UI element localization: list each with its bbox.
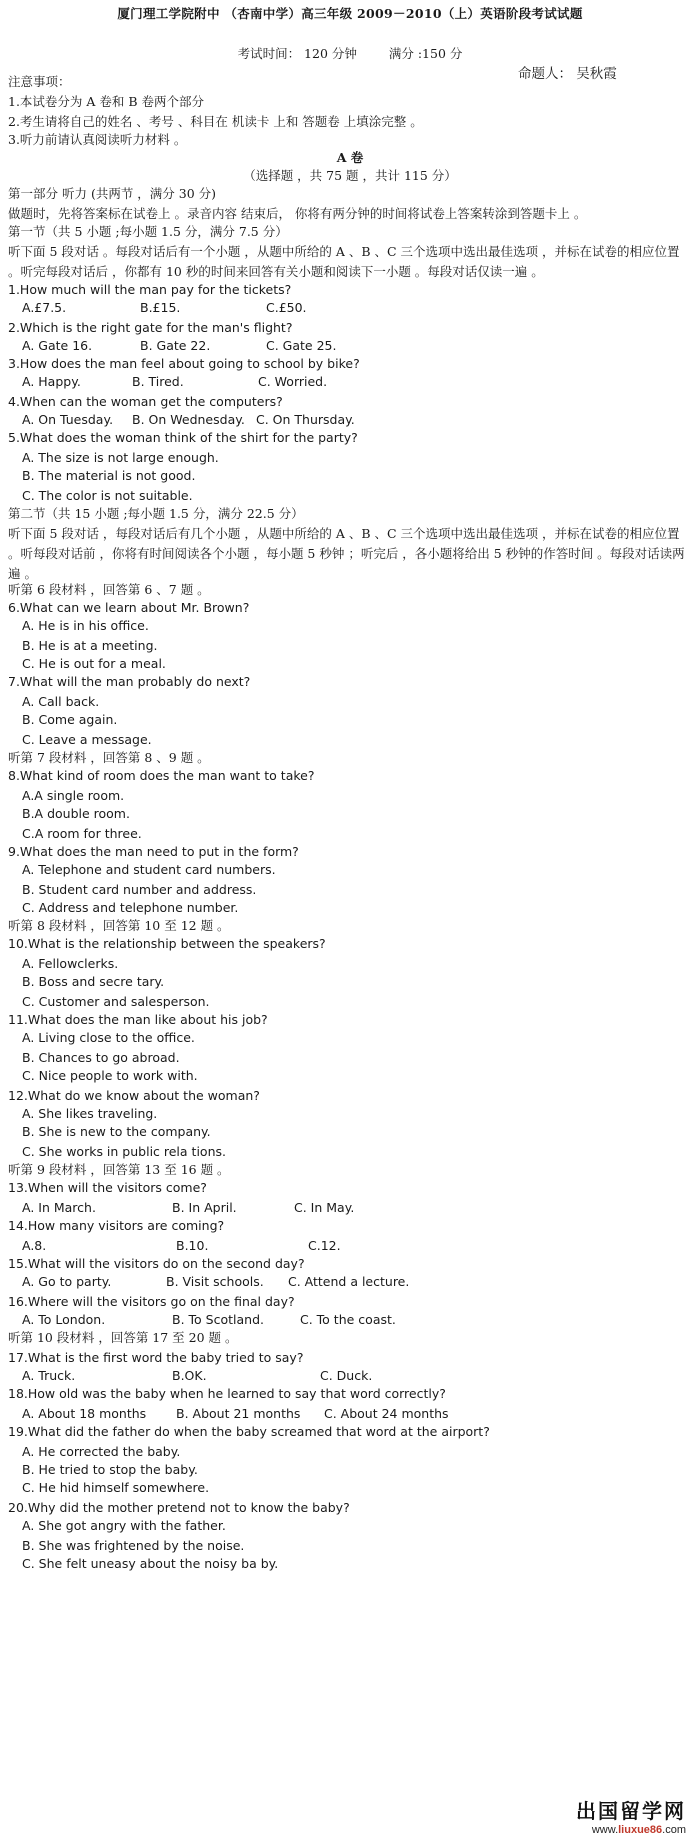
question: 11.What does the man like about his job? [8,1012,268,1027]
option-b: B. About 21 months [176,1406,301,1421]
option-b: B. He tried to stop the baby. [22,1462,198,1477]
option-c: C. Duck. [320,1368,373,1383]
option-b: B. To Scotland. [172,1312,264,1327]
option-b: B.OK. [172,1368,207,1383]
option-a: A. She likes traveling. [22,1106,158,1121]
option-c: C. Leave a message. [22,732,152,747]
option-b: B. Gate 22. [140,338,211,353]
option-b: B. Student card number and address. [22,882,257,897]
question: 16.Where will the visitors go on the final day? [8,1294,295,1309]
option-a: A.8. [22,1238,47,1253]
option-c: C. The color is not suitable. [22,488,193,503]
question: 7.What will the man probably do next? [8,674,251,689]
notice-heading: 注意事项： [8,74,71,89]
option-c: C.A room for three. [22,826,142,841]
volume-title: A 卷 [336,150,364,165]
option-c: C. To the coast. [300,1312,396,1327]
question: 19.What did the father do when the baby screamed that word at the airport? [8,1424,490,1439]
question: 12.What do we know about the woman? [8,1088,260,1103]
option-a: A. Fellowclerks. [22,956,119,971]
option-a: A. He corrected the baby. [22,1444,181,1459]
question: 8.What kind of room does the man want to take? [8,768,315,783]
question: 15.What will the visitors do on the second day? [8,1256,305,1271]
option-b: B. The material is not good. [22,468,196,483]
option-b: B. Chances to go abroad. [22,1050,180,1065]
volume-subtitle: （选择题 ，共 75 题 ，共计 115 分） [243,168,457,183]
material-heading: 听第 10 段材料 ，回答第 17 至 20 题 。 [8,1330,238,1345]
option-a: A.£7.5. [22,300,67,315]
option-a: A. The size is not large enough. [22,450,219,465]
question: 6.What can we learn about Mr. Brown? [8,600,250,615]
option-a: A. He is in his office. [22,618,149,633]
site-brand: 出国留学网 [576,1799,686,1823]
notice-item: 2.考生请将自己的姓名 、考号 、科目在 机读卡 上和 答题卷 上填涂完整 。 [8,114,423,129]
option-a: A. To London. [22,1312,106,1327]
option-b: B. She is new to the company. [22,1124,211,1139]
site-url-prefix: www. [591,1824,619,1836]
option-a: A. About 18 months [22,1406,147,1421]
part-instruction: 做题时，先将答案标在试卷上 。录音内容 结束后， 你将有两分钟的时间将试卷上答案转涂到答题卡上 。 [8,206,587,221]
option-c: C. Address and telephone number. [22,900,239,915]
option-b: B. On Wednesday. [132,412,245,427]
site-url[interactable] [576,1824,686,1836]
question: 20.Why did the mother pretend not to know the baby? [8,1500,350,1515]
question: 3.How does the man feel about going to school by bike? [8,356,360,371]
question: 17.What is the first word the baby tried to say? [8,1350,304,1365]
option-c: C. On Thursday. [256,412,355,427]
section-instruction: 听下面 5 段对话 。每段对话后有一个小题 ，从题中所给的 A 、B 、C 三个选项中选出最佳选项 ，并标在试卷的相应位置 。听完每段对话后 ，你都有 10 秒的时间来回答有关小题和阅读下一小题 。每段对话仅读一遍 。 [8,244,680,279]
material-heading: 听第 8 段材料 ，回答第 10 至 12 题 。 [8,918,230,933]
option-c: C. About 24 months [324,1406,449,1421]
option-b: B.£15. [140,300,181,315]
option-b: B. She was frightened by the noise. [22,1538,245,1553]
question: 18.How old was the baby when he learned to say that word correctly? [8,1386,446,1401]
section-heading: 第二节（共 15 小题 ;每小题 1.5 分，满分 22.5 分） [8,506,304,521]
option-b: B. Boss and secre tary. [22,974,165,989]
site-footer [576,1795,686,1836]
full-score: 满分 :150 分 [388,46,463,61]
option-a: A. Go to party. [22,1274,112,1289]
option-a: A. Living close to the office. [22,1030,195,1045]
option-c: C. Worried. [258,374,328,389]
option-b: B. Visit schools. [166,1274,264,1289]
question: 2.Which is the right gate for the man's flight? [8,320,293,335]
notice-item: 3.听力前请认真阅读听力材料 。 [8,132,187,147]
author: 命题人： 吴秋霞 [518,66,617,82]
option-c: C. He hid himself somewhere. [22,1480,210,1495]
option-b: B. Tired. [132,374,184,389]
material-heading: 听第 7 段材料 ，回答第 8 、9 题 。 [8,750,210,765]
option-c: C. Nice people to work with. [22,1068,198,1083]
option-b: B. In April. [172,1200,237,1215]
option-c: C. He is out for a meal. [22,656,166,671]
question: 9.What does the man need to put in the form? [8,844,299,859]
option-b: B.A double room. [22,806,130,821]
option-a: A. Telephone and student card numbers. [22,862,276,877]
material-heading: 听第 9 段材料 ，回答第 13 至 16 题 。 [8,1162,230,1177]
option-a: A. Call back. [22,694,100,709]
option-c: C. Customer and salesperson. [22,994,210,1009]
exam-time: 考试时间： 120 分钟 [237,46,357,61]
option-a: A. Gate 16. [22,338,93,353]
notice-item: 1.本试卷分为 A 卷和 B 卷两个部分 [8,94,205,109]
option-c: C. In May. [294,1200,355,1215]
option-c: C.£50. [266,300,307,315]
option-a: A. On Tuesday. [22,412,114,427]
option-c: C. Attend a lecture. [288,1274,410,1289]
option-c: C. She works in public rela tions. [22,1144,226,1159]
question: 13.When will the visitors come? [8,1180,207,1195]
question: 1.How much will the man pay for the tickets? [8,282,292,297]
exam-title: 厦门理工学院附中 （杏南中学）高三年级 2009－2010（上）英语阶段考试试题 [117,6,583,21]
option-c: C. Gate 25. [266,338,337,353]
option-a: A. In March. [22,1200,96,1215]
option-b: B.10. [176,1238,209,1253]
section-heading: 第一节（共 5 小题 ;每小题 1.5 分，满分 7.5 分） [8,224,288,239]
question: 5.What does the woman think of the shirt for the party? [8,430,358,445]
site-url-highlight: liuxue86 [618,1824,663,1836]
site-url-suffix: .com [662,1824,686,1836]
part-heading: 第一部分 听力 (共两节 ，满分 30 分) [8,186,217,201]
option-b: B. He is at a meeting. [22,638,158,653]
section-instruction: 听下面 5 段对话 ，每段对话后有几个小题 ，从题中所给的 A 、B 、C 三个选项中选出最佳选项 ，并标在试卷的相应位置 。听每段对话前 ，你将有时间阅读各个小题 ，每小题 5 秒钟 ；听完后 ，各小题将给出 5 秒钟的作答时间 。每段对话读两遍 。 [8,526,685,581]
question: 4.When can the woman get the computers? [8,394,283,409]
option-a: A. She got angry with the father. [22,1518,226,1533]
question: 10.What is the relationship between the speakers? [8,936,326,951]
question: 14.How many visitors are coming? [8,1218,225,1233]
option-c: C. She felt uneasy about the noisy ba by. [22,1556,279,1571]
option-b: B. Come again. [22,712,118,727]
option-a: A.A single room. [22,788,125,803]
exam-meta [0,44,700,62]
option-c: C.12. [308,1238,341,1253]
material-heading: 听第 6 段材料 ，回答第 6 、7 题 。 [8,582,210,597]
option-a: A. Happy. [22,374,81,389]
option-a: A. Truck. [22,1368,76,1383]
